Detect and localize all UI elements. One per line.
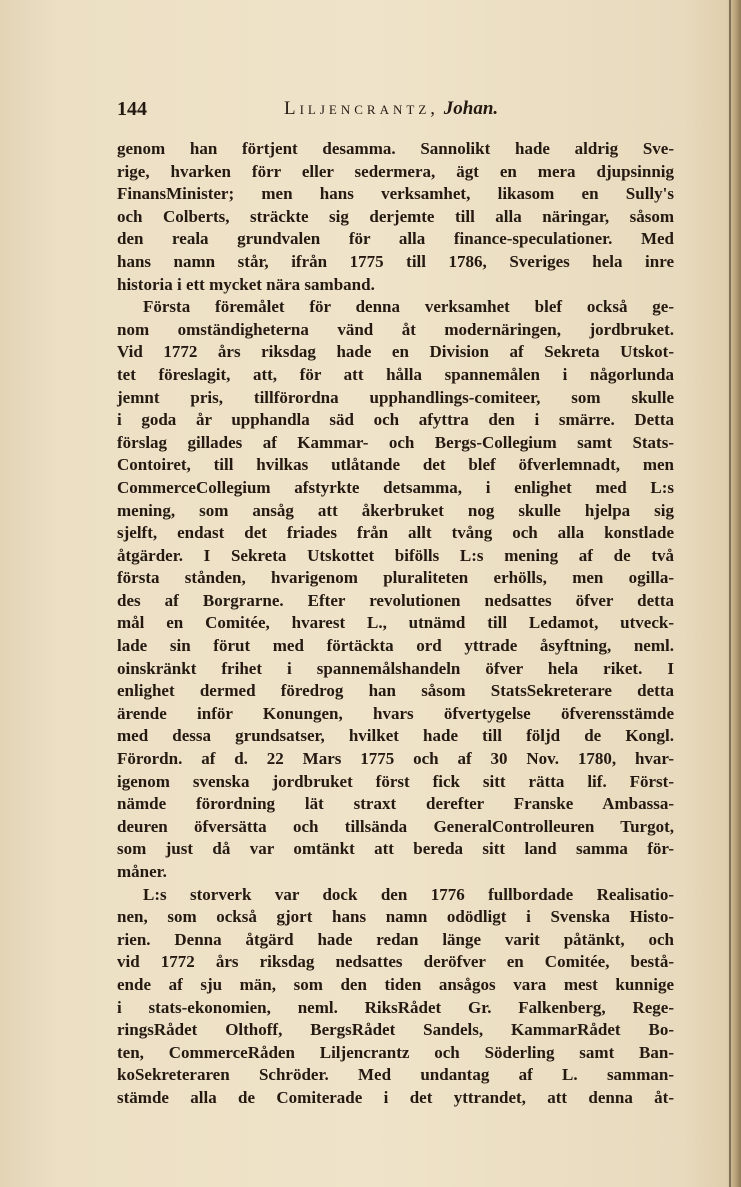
text-line: Contoiret, till hvilkas utlåtande det blef öfverlemnadt, men <box>117 455 674 475</box>
text-line: i stats-ekonomien, neml. RiksRådet Gr. Falkenberg, Rege- <box>117 997 674 1017</box>
text-line: ende af sju män, som den tiden ansågos vara mest kunnige <box>117 974 674 994</box>
text-line: sjelft, endast det friades från allt tvång och alla konstlade <box>117 523 674 543</box>
text-line: historia i ett mycket nära samband. <box>117 274 375 294</box>
text-line: enlighet dermed föredrog han såsom StatsSekreterare detta <box>117 681 674 701</box>
text-line: deuren öfversätta och tillsända GeneralControlleuren Turgot, <box>117 816 674 836</box>
text-line: åtgärder. I Sekreta Utskottet bifölls L:s mening af de två <box>117 545 674 565</box>
text-line: i goda år upphandla säd och afyttra den i smärre. Detta <box>117 410 674 430</box>
page-header <box>117 98 677 124</box>
running-head <box>284 98 498 120</box>
text-line: jemnt pris, tillförordna upphandlings-comiteer, som skulle <box>117 387 674 407</box>
page-number: 144 <box>117 98 147 120</box>
text-line: lade sin förut med förtäckta ord yttrade åsyftning, neml. <box>117 636 674 656</box>
page-edge-line <box>729 0 731 1187</box>
text-line: Förordn. af d. 22 Mars 1775 och af 30 Nov. 1780, hvar- <box>117 749 674 769</box>
text-line: Vid 1772 års riksdag hade en Division af Sekreta Utskot- <box>117 342 674 362</box>
text-line: förslag gillades af Kammar- och Bergs-Collegium samt Stats- <box>117 432 674 452</box>
running-head-given-name: Johan. <box>443 98 499 119</box>
text-line: vid 1772 års riksdag nedsattes deröfver en Comitée, bestå- <box>117 952 674 972</box>
text-line: mening, som ansåg att åkerbruket nog skulle hjelpa sig <box>117 500 674 520</box>
text-line: stämde alla de Comiterade i det yttrandet, att denna åt- <box>117 1087 674 1107</box>
running-head-surname: Liljencrantz, <box>284 98 440 119</box>
text-line: nom omständigheterna vänd åt modernäringen, jordbruket. <box>117 319 674 339</box>
text-line: första stånden, hvarigenom pluraliteten erhölls, men ogilla- <box>117 568 674 588</box>
text-line: den reala grundvalen för alla finance-speculationer. Med <box>117 229 674 249</box>
text-line: ärende inför Konungen, hvars öfvertygelse öfverensstämde <box>117 703 674 723</box>
text-line: mål en Comitée, hvarest L., utnämd till Ledamot, utveck- <box>117 613 674 633</box>
text-line: Första föremålet för denna verksamhet blef också ge- <box>143 297 674 317</box>
text-line: koSekreteraren Schröder. Med undantag af L. samman- <box>117 1065 674 1085</box>
text-line: nen, som också gjort hans namn odödligt i Svenska Histo- <box>117 907 674 927</box>
text-line: rien. Denna åtgärd hade redan länge varit påtänkt, och <box>117 929 674 949</box>
text-line: oinskränkt frihet i spannemålshandeln öfver hela riket. I <box>117 658 674 678</box>
text-line: och Colberts, sträckte sig derjemte till alla näringar, såsom <box>117 206 674 226</box>
text-line: tet föreslagit, att, för att hålla spannemålen i någorlunda <box>117 364 674 384</box>
text-line: rige, hvarken förr eller sedermera, ägt en mera djupsinnig <box>117 161 674 181</box>
text-line: hans namn står, ifrån 1775 till 1786, Sveriges hela inre <box>117 251 674 271</box>
text-line: ten, CommerceRåden Liljencrantz och Söderling samt Ban- <box>117 1042 674 1062</box>
text-line: som just då var omtänkt att bereda sitt land samma för- <box>117 839 674 859</box>
text-line: FinansMinister; men hans verksamhet, likasom en Sully's <box>117 184 674 204</box>
text-line: måner. <box>117 862 167 881</box>
text-line: med dessa grundsatser, hvilket hade till följd de Kongl. <box>117 726 674 746</box>
body-text <box>117 138 674 1110</box>
text-line: CommerceCollegium afstyrkte detsamma, i enlighet med L:s <box>117 477 674 497</box>
text-line: nämde förordning lät straxt derefter Franske Ambassa- <box>117 794 674 814</box>
text-line: ringsRådet Olthoff, BergsRådet Sandels, KammarRådet Bo- <box>117 1020 674 1040</box>
text-line: genom han förtjent desamma. Sannolikt hade aldrig Sve- <box>117 139 674 158</box>
text-line: L:s storverk var dock den 1776 fullbordade Realisatio- <box>143 884 674 904</box>
text-line: igenom svenska jordbruket först fick sitt rätta lif. Först- <box>117 771 674 791</box>
text-line: des af Borgrarne. Efter revolutionen nedsattes öfver detta <box>117 590 674 610</box>
